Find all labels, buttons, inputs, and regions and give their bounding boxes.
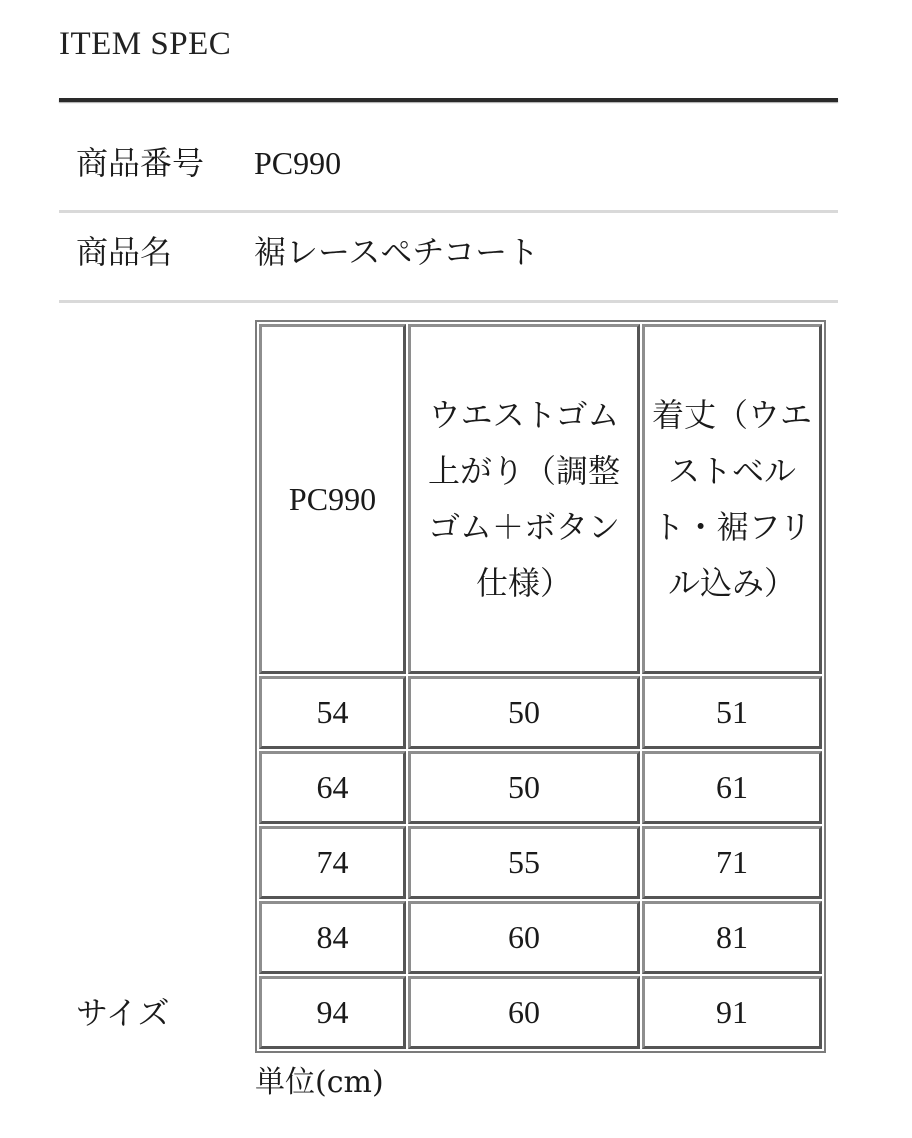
spec-row-product-name xyxy=(59,207,838,297)
product-number-value: PC990 xyxy=(254,145,342,181)
size-table xyxy=(255,320,826,1053)
row-divider xyxy=(59,300,838,303)
product-name-value: 裾レースペチコート xyxy=(254,234,540,270)
waist-cell: 60 xyxy=(408,901,640,974)
table-row xyxy=(259,826,822,899)
size-cell: 94 xyxy=(259,976,406,1049)
length-cell: 61 xyxy=(642,751,822,824)
length-cell: 81 xyxy=(642,901,822,974)
waist-cell: 50 xyxy=(408,676,640,749)
size-table-header-row xyxy=(259,324,822,674)
size-label: サイズ xyxy=(76,994,170,1032)
unit-note: 単位(cm) xyxy=(255,1065,384,1100)
length-cell: 91 xyxy=(642,976,822,1049)
size-cell: 84 xyxy=(259,901,406,974)
table-row xyxy=(259,901,822,974)
waist-cell: 55 xyxy=(408,826,640,899)
table-row xyxy=(259,751,822,824)
header-product-code: PC990 xyxy=(259,324,406,674)
table-row xyxy=(259,676,822,749)
size-cell: 54 xyxy=(259,676,406,749)
length-cell: 71 xyxy=(642,826,822,899)
header-length: 着丈（ウエストベルト・裾フリル込み） xyxy=(642,324,822,674)
spec-row-product-number xyxy=(59,118,838,208)
title-divider xyxy=(59,98,838,102)
size-cell: 64 xyxy=(259,751,406,824)
product-number-label: 商品番号 xyxy=(76,144,205,182)
table-row xyxy=(259,976,822,1049)
product-name-label: 商品名 xyxy=(76,233,173,271)
length-cell: 51 xyxy=(642,676,822,749)
waist-cell: 50 xyxy=(408,751,640,824)
size-cell: 74 xyxy=(259,826,406,899)
waist-cell: 60 xyxy=(408,976,640,1049)
section-title: ITEM SPEC xyxy=(59,26,232,62)
header-waist: ウエストゴム上がり（調整ゴム＋ボタン仕様） xyxy=(408,324,640,674)
